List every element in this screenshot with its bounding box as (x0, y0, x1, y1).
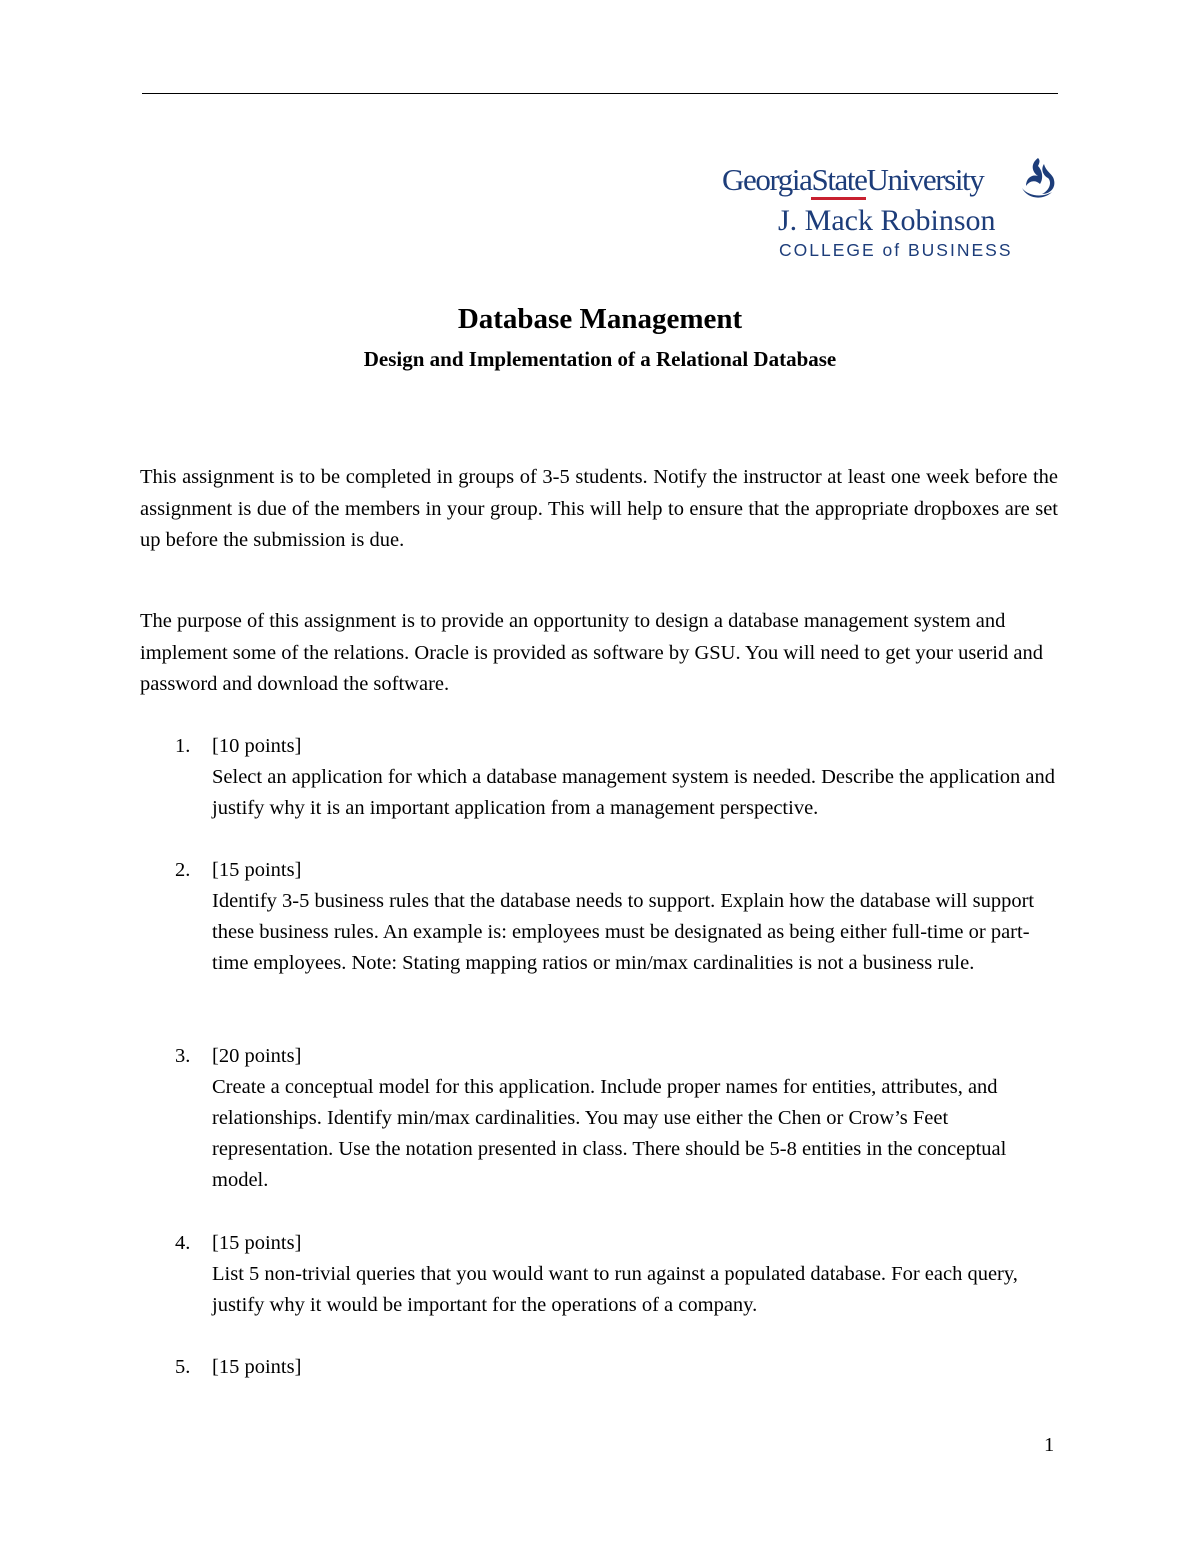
item-points: [20 points] (212, 1045, 302, 1067)
item-points: [15 points] (212, 1356, 302, 1378)
item-description: Select an application for which a database management system is needed. Describe the application and justify why it is an important application from a management perspective. (212, 766, 1056, 819)
flame-logo-icon (1018, 156, 1058, 200)
logo-state: State (811, 162, 866, 200)
item-description: Create a conceptual model for this application. Include proper names for entities, attributes, and relationships. Identify min/max cardinalities. You may use either the Chen or Crow’s Feet representation. Use the notation presented in class. There should be 5-8 entities in the conceptual model. (212, 1076, 1007, 1191)
item-number: 2. (175, 859, 191, 881)
document-title: Database Management (457, 303, 743, 335)
item-points: [10 points] (212, 735, 302, 757)
item-number: 1. (175, 735, 191, 757)
item-description: Identify 3-5 business rules that the database needs to support. Explain how the database will support these business rules. An example is: employees must be designated as being either full-time or part-time employees. Note: Stating mapping ratios or min/max cardinalities is not a business rule. (212, 890, 1035, 974)
page-number: 1 (1044, 1434, 1055, 1456)
item-points: [15 points] (212, 1232, 302, 1254)
logo-university: University (866, 162, 984, 197)
item-number: 3. (175, 1045, 191, 1067)
document-subtitle: Design and Implementation of a Relational Database (363, 347, 837, 371)
intro-paragraph-1: This assignment is to be completed in groups of 3-5 students. Notify the instructor at least one week before the assignment is due of the members in your group. This will help to ensure that the appropriate dropboxes are set up before the submission is due. (140, 466, 1058, 551)
gsu-logo (722, 152, 1058, 264)
header-rule (142, 93, 1058, 94)
logo-school-name: J. Mack Robinson (778, 204, 996, 237)
logo-georgia: Georgia (722, 162, 812, 197)
item-points: [15 points] (212, 859, 302, 881)
item-number: 4. (175, 1232, 191, 1254)
item-description: List 5 non-trivial queries that you would want to run against a populated database. For each query, justify why it would be important for the operations of a company. (212, 1263, 1018, 1316)
logo-university-name (722, 162, 983, 198)
intro-paragraph-2: The purpose of this assignment is to provide an opportunity to design a database management system and implement some of the relations. Oracle is provided as software by GSU. You will need to get your userid and password and download the software. (140, 610, 1043, 695)
item-number: 5. (175, 1356, 191, 1378)
logo-college: COLLEGE of BUSINESS (779, 240, 1013, 260)
